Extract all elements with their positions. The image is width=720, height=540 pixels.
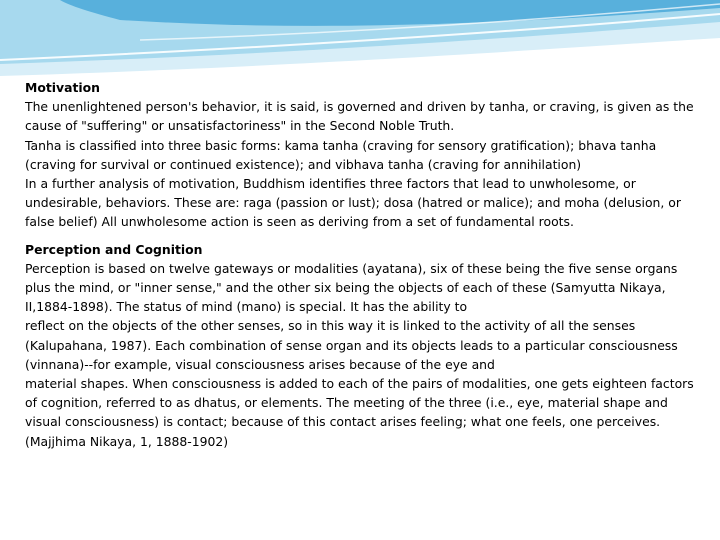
- paragraph: Perception is based on twelve gateways or modalities (ayatana), six of these being the five sense organs plus the mind, or "inner sense," and the other six being the objects of each of these (Samyutta Nikaya, II,1884-1898). The status of mind (mano) is special. It has the ability to: [25, 260, 678, 315]
- section-gap: [25, 232, 705, 240]
- paragraph: The unenlightened person's behavior, it is said, is governed and driven by tanha, or craving, is given as the cause of "suffering" or unsatisfactoriness" in the Second Noble Truth.: [25, 99, 694, 134]
- section-perception-cognition: [25, 240, 705, 451]
- paragraph: reflect on the objects of the other senses, so in this way it is linked to the activity of all the senses (Kalupahana, 1987). Each combination of sense organ and its objects leads to a particular consciousness (vinnana)--for example, visual consciousness arises because of the eye and: [25, 318, 678, 372]
- section-heading: Motivation: [25, 80, 100, 95]
- paragraph: Tanha is classified into three basic forms: kama tanha (craving for sensory gratification); bhava tanha (craving for survival or continued existence); and vibhava tanha (craving for annihilation): [25, 137, 657, 172]
- section-heading: Perception and Cognition: [25, 241, 203, 257]
- paragraph: material shapes. When consciousness is added to each of the pairs of modalities, one gets eighteen factors of cognition, referred to as dhatus, or elements. The meeting of the three (i.e., eye, material shape and visual consciousness) is contact; because of this contact arises feeling; what one feels, one perceives. (Majjhima Nikaya, 1, 1888-1902): [25, 376, 694, 449]
- paragraph: In a further analysis of motivation, Buddhism identifies three factors that lead to unwholesome, or undesirable, behaviors. These are: raga (passion or lust); dosa (hatred or malice); and moha (delusion, or false belief) All unwholesome action is seen as deriving from a set of fundamental roots.: [25, 176, 681, 230]
- header-wave-decoration: [0, 0, 720, 80]
- document-body: [25, 78, 705, 451]
- section-motivation: [25, 78, 705, 232]
